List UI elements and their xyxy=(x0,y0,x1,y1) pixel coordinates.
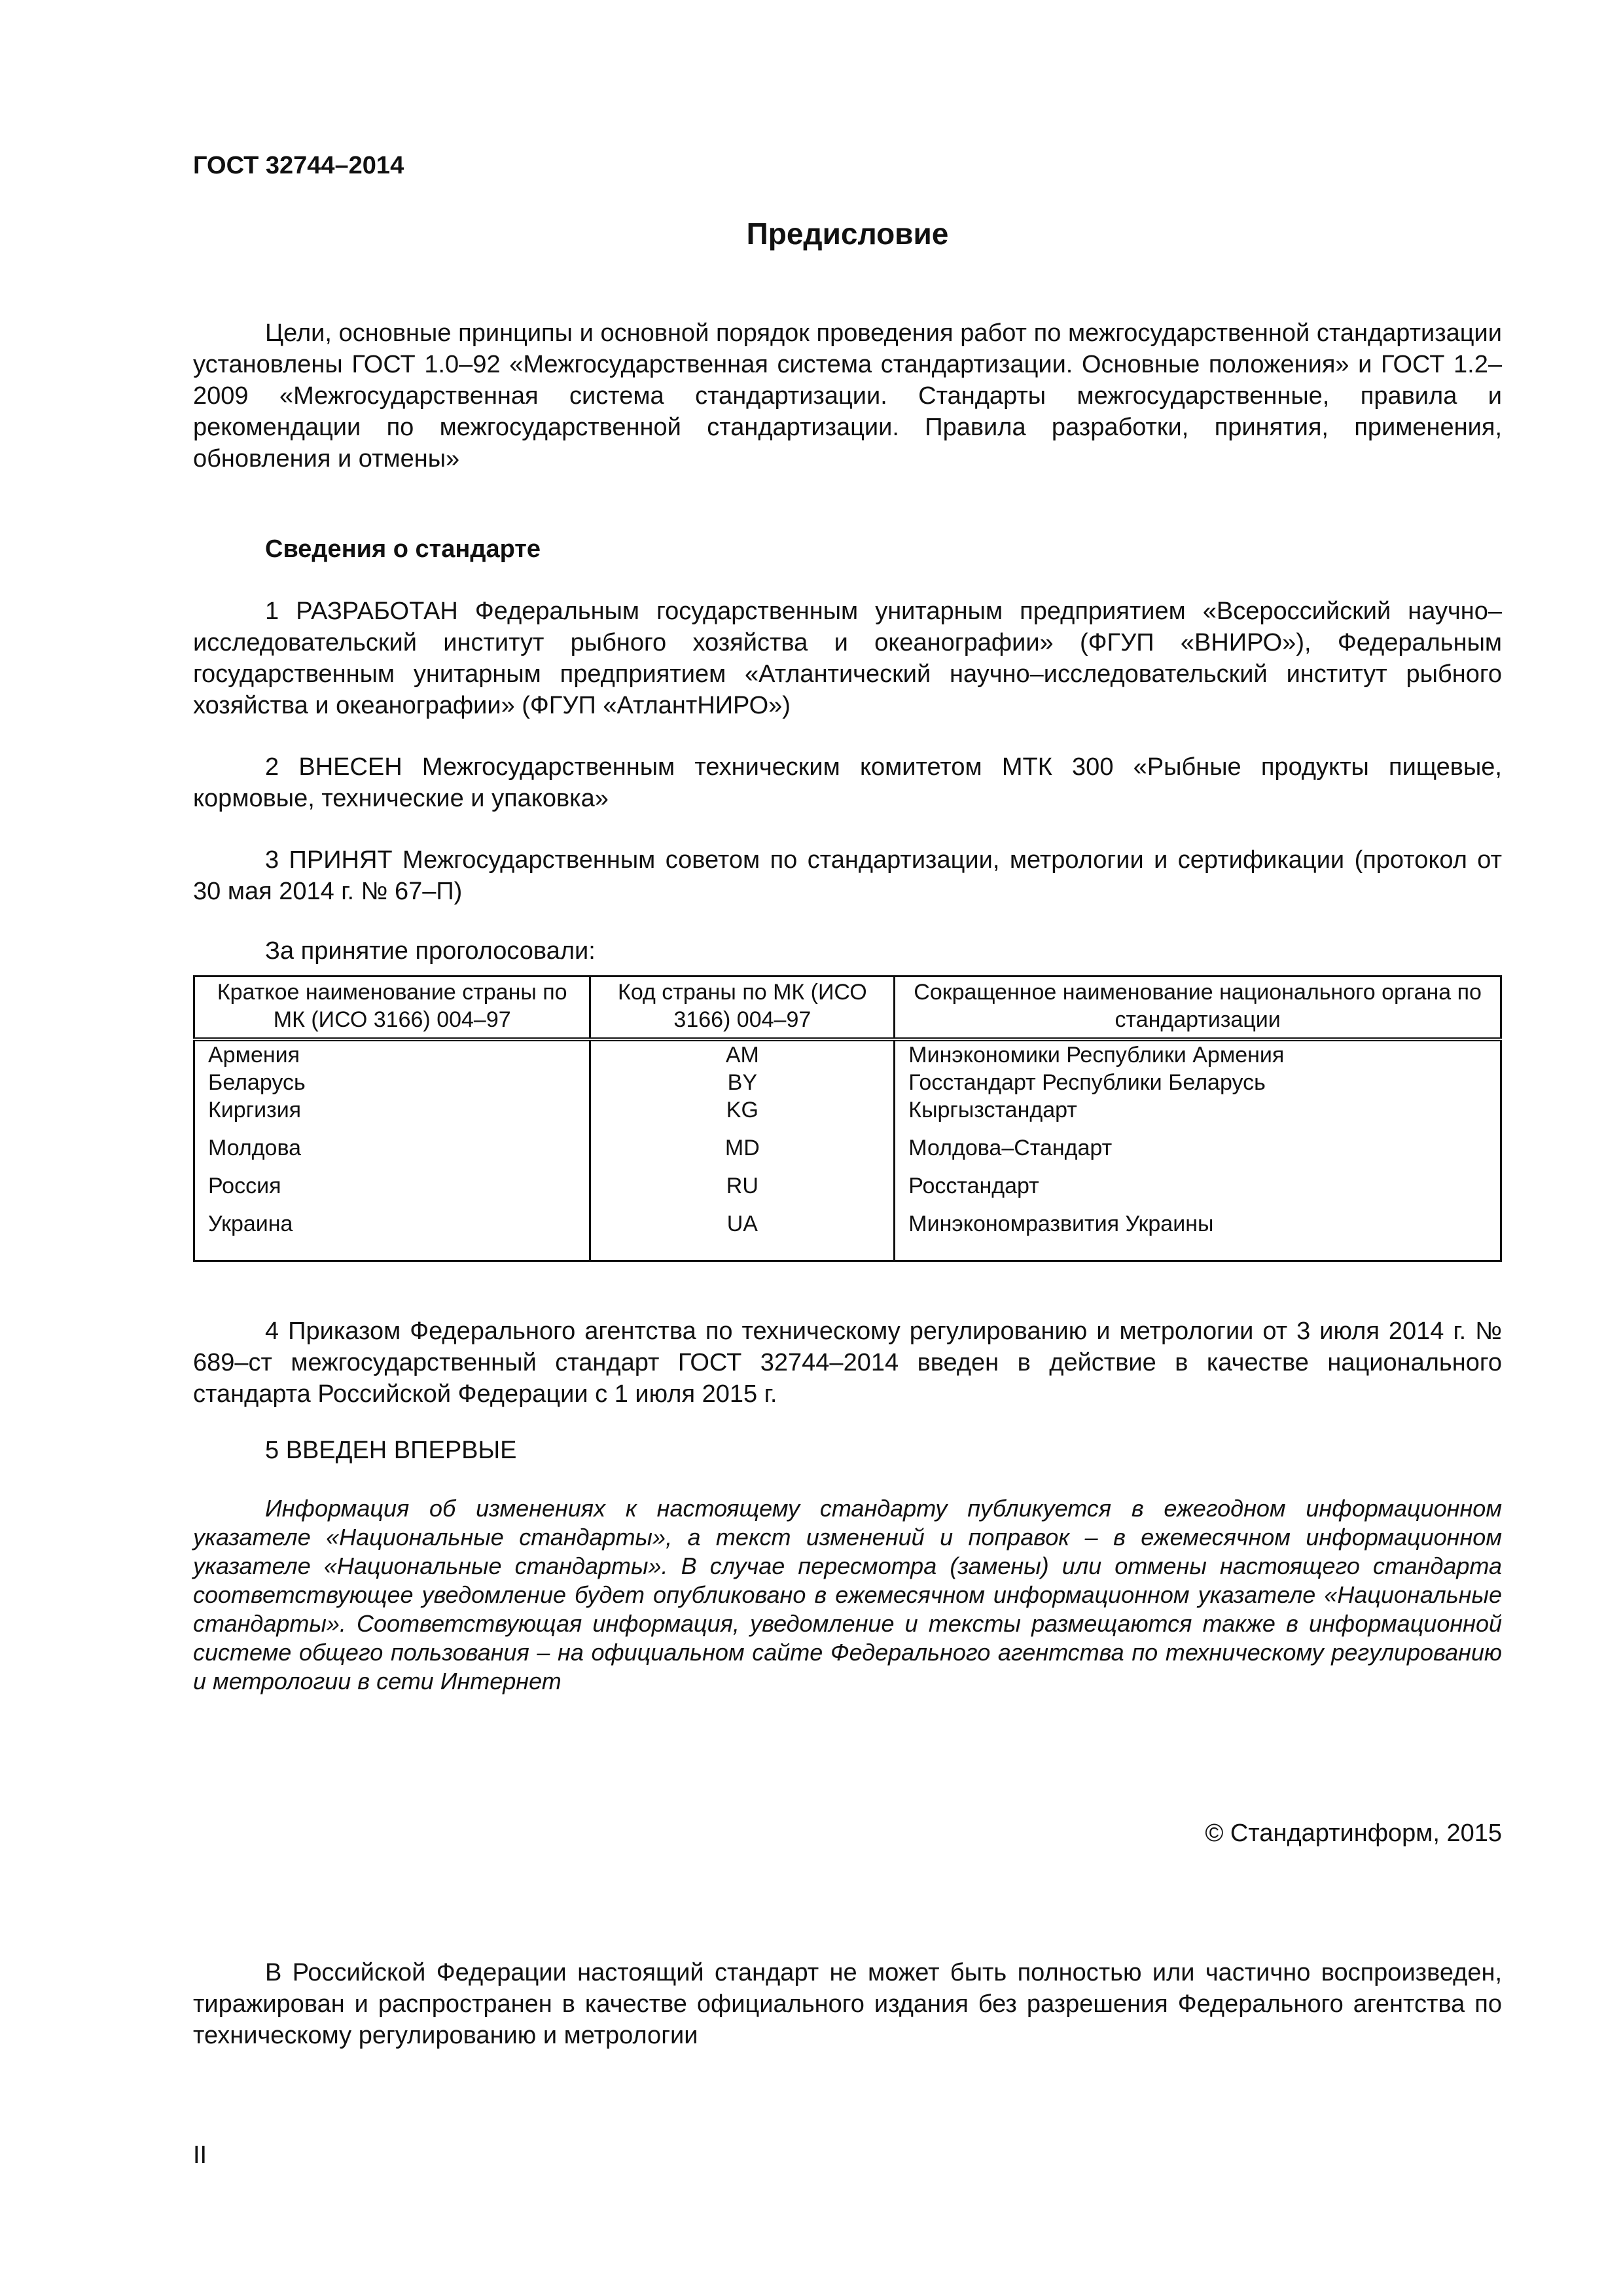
cell-country: Молдова xyxy=(194,1124,590,1162)
info-note: Информация об изменениях к настоящему стандарту публикуется в ежегодном информационном указателе «Национальные стандарты», а текст изменений и поправок – в ежемесячном информационном указателе «Национальные стандарты». В случае пересмотра (замены) или отмены настоящего стандарта соответствующее уведомление будет опубликовано в ежемесячном информационном указателе «Национальные стандарты». Соответствующая информация, уведомление и тексты размещаются также в информационной системе общего пользования – на официальном сайте Федерального агентства по техническому регулированию и метрологии в сети Интернет xyxy=(193,1495,1502,1695)
item-5-introduced: 5 ВВЕДЕН ВПЕРВЫЕ xyxy=(265,1437,517,1464)
cell-body: Минэкономразвития Украины xyxy=(895,1200,1501,1261)
copyright-notice: © Стандартинформ, 2015 xyxy=(1205,1820,1502,1847)
votes-caption: За принятие проголосовали: xyxy=(265,937,596,965)
reproduction-notice: В Российской Федерации настоящий стандарт не может быть полностью или частично воспроизведен, тиражирован и распространен в качестве официального издания без разрешения Федерального агентства по техническому регулированию и метрологии xyxy=(193,1959,1502,2049)
cell-country: Беларусь xyxy=(194,1069,590,1096)
cell-country: Киргизия xyxy=(194,1096,590,1124)
cell-body: Молдова–Стандарт xyxy=(895,1124,1501,1162)
header-country: Краткое наименование страны по МК (ИСО 3166) 004–97 xyxy=(194,977,590,1040)
section-heading: Сведения о стандарте xyxy=(265,535,541,563)
cell-code: BY xyxy=(590,1069,895,1096)
cell-body: Госстандарт Республики Беларусь xyxy=(895,1069,1501,1096)
cell-body: Кыргызстандарт xyxy=(895,1096,1501,1124)
item-2-submitted: 2 ВНЕСЕН Межгосударственным техническим комитетом МТК 300 «Рыбные продукты пищевые, кормовые, технические и упаковка» xyxy=(193,753,1502,812)
cell-body: Минэкономики Республики Армения xyxy=(895,1039,1501,1069)
table-row xyxy=(194,1124,1501,1162)
header-code: Код страны по МК (ИСО 3166) 004–97 xyxy=(590,977,895,1040)
document-code: ГОСТ 32744–2014 xyxy=(193,152,404,179)
cell-country: Украина xyxy=(194,1200,590,1261)
table-row xyxy=(194,1039,1501,1069)
item-1-developed: 1 РАЗРАБОТАН Федеральным государственным унитарным предприятием «Всероссийский научно–исследовательский институт рыбного хозяйства и океанографии» (ФГУП «ВНИРО»), Федеральным государственным унитарным предприятием «Атлантический научно–исследовательский институт рыбного хозяйства и океанографии» (ФГУП «АтлантНИРО») xyxy=(193,598,1502,719)
item-4-order: 4 Приказом Федерального агентства по техническому регулированию и метрологии от 3 июля 2014 г. № 689–ст межгосударственный стандарт ГОСТ 32744–2014 введен в действие в качестве национального стандарта Российской Федерации с 1 июля 2015 г. xyxy=(193,1318,1502,1408)
table-row xyxy=(194,1200,1501,1261)
cell-code: AM xyxy=(590,1039,895,1069)
table-row xyxy=(194,1162,1501,1200)
header-body: Сокращенное наименование национального органа по стандартизации xyxy=(895,977,1501,1040)
page-number: II xyxy=(193,2142,207,2169)
cell-body: Росстандарт xyxy=(895,1162,1501,1200)
cell-code: MD xyxy=(590,1124,895,1162)
cell-code: KG xyxy=(590,1096,895,1124)
table-header-row xyxy=(194,977,1501,1040)
cell-code: RU xyxy=(590,1162,895,1200)
intro-paragraph: Цели, основные принципы и основной порядок проведения работ по межгосударственной стандартизации установлены ГОСТ 1.0–92 «Межгосударственная система стандартизации. Основные положения» и ГОСТ 1.2–2009 «Межгосударственная система стандартизации. Стандарты межгосударственные, правила и рекомендации по межгосударственной стандартизации. Правила разработки, принятия, применения, обновления и отмены» xyxy=(193,319,1502,473)
page-title: Предисловие xyxy=(746,217,949,251)
cell-country: Армения xyxy=(194,1039,590,1069)
cell-code: UA xyxy=(590,1200,895,1261)
item-3-adopted: 3 ПРИНЯТ Межгосударственным советом по стандартизации, метрологии и сертификации (протокол от 30 мая 2014 г. № 67–П) xyxy=(193,846,1502,905)
cell-country: Россия xyxy=(194,1162,590,1200)
table-row xyxy=(194,1069,1501,1096)
table-row xyxy=(194,1096,1501,1124)
votes-table xyxy=(193,975,1502,1262)
